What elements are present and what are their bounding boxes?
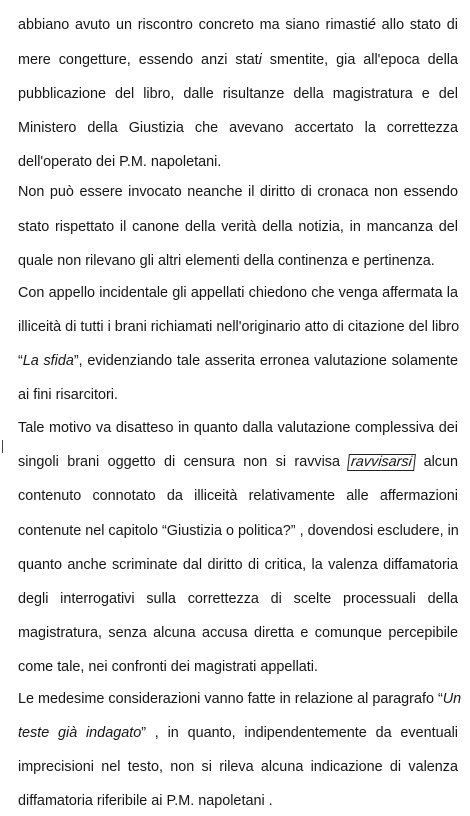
book-title: La sfida <box>22 353 74 369</box>
text-line-21: Le medesime considerazioni vanno fatte in relazione al paragrafo “Un <box>18 691 462 707</box>
text-line-7: stato rispettato il canone della verità della notizia, in mancanza del <box>18 219 458 235</box>
text-line-16: contenute nel capitolo “Giustizia o politica?” , dovendosi escludere, in <box>18 523 459 539</box>
text-line-17: quanto anche scriminate dal diritto di critica, la valenza diffamatoria <box>18 557 458 573</box>
text-line-2: mere congetture, essendo anzi stati smentite, gia all'epoca della <box>18 52 458 68</box>
section-title: teste già indagato <box>18 725 142 741</box>
text-line-22: teste già indagato” , in quanto, indipendentemente da eventuali <box>18 725 458 741</box>
section-title: Un <box>442 691 462 707</box>
text-line-23: imprecisioni nel testo, non si rileva alcuna indicazione di valenza <box>18 759 458 775</box>
text-line-8: quale non rilevano gli altri elementi della continenza e pertinenza. <box>18 253 435 269</box>
text-line-14: singoli brani oggetto di censura non si ravvisa ravvisarsi alcun <box>18 454 458 470</box>
margin-mark <box>2 440 3 453</box>
text-line-18: degli interrogativi sulla correttezza di scelte processuali della <box>18 591 458 607</box>
text-line-12: ai fini risarcitori. <box>18 387 118 403</box>
text-line-6: Non può essere invocato neanche il diritto di cronaca non essendo <box>18 184 458 200</box>
text-line-5: dell'operato dei P.M. napoletani. <box>18 154 222 170</box>
text-line-3: pubblicazione del libro, dalle risultanze della magistratura e del <box>18 86 458 102</box>
handwritten-correction: é <box>367 17 376 33</box>
handwritten-correction: i <box>258 52 262 68</box>
text-line-10: illiceità di tutti i brani richiamati nell'originario atto di citazione del libro <box>18 319 460 335</box>
text-line-24: diffamatoria riferibile ai P.M. napoletani . <box>18 793 273 809</box>
text-line-4: Ministero della Giustizia che avevano accertato la correttezza <box>18 120 458 136</box>
text-line-11: “La sfida”, evidenziando tale asserita erronea valutazione solamente <box>18 353 458 369</box>
text-line-1: abbiano avuto un riscontro concreto ma siano rimastié allo stato di <box>18 17 459 33</box>
text-line-19: magistratura, senza alcuna accusa diretta e comunque percepibile <box>18 625 458 641</box>
text-line-9: Con appello incidentale gli appellati chiedono che venga affermata la <box>18 285 458 301</box>
text-line-13: Tale motivo va disatteso in quanto dalla valutazione complessiva dei <box>18 420 458 436</box>
boxed-strikeout-word: ravvisarsi <box>348 454 417 471</box>
text-line-20: come tale, nei confronti dei magistrati appellati. <box>18 659 318 675</box>
text-line-15: contenuto connotato da illiceità relativamente alle affermazioni <box>18 488 458 504</box>
